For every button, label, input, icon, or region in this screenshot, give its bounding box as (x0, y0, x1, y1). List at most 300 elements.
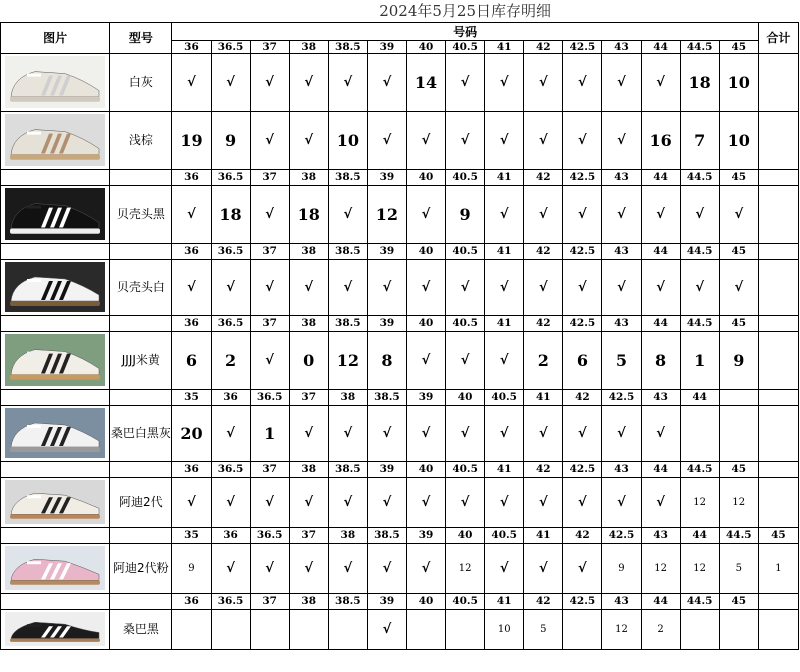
blank-cell (1, 461, 110, 477)
size-header-row (1, 315, 799, 331)
product-model: 阿迪2代 (110, 477, 172, 527)
size-label: 42 (524, 243, 563, 259)
size-header-row (1, 461, 799, 477)
size-label: 42.5 (563, 315, 602, 331)
size-label: 36 (172, 315, 211, 331)
shoe-photo (5, 408, 105, 458)
stock-cell: √ (446, 331, 485, 389)
stock-cell: 2 (641, 609, 680, 649)
stock-cell: √ (172, 259, 211, 315)
size-label: 45 (758, 527, 798, 543)
size-label: 38 (328, 527, 367, 543)
product-row (1, 53, 799, 111)
stock-cell: √ (485, 405, 524, 461)
size-label: 44.5 (680, 315, 719, 331)
stock-cell: √ (406, 405, 445, 461)
stock-cell: 9 (602, 543, 641, 593)
product-photo-cell (1, 609, 110, 649)
product-model: 贝壳头黑 (110, 185, 172, 243)
stock-cell: √ (289, 259, 328, 315)
stock-cell: 12 (680, 477, 719, 527)
size-label: 45 (719, 461, 758, 477)
stock-cell: √ (367, 477, 406, 527)
blank-cell (110, 389, 172, 405)
stock-cell: √ (524, 185, 563, 243)
stock-cell: √ (211, 53, 250, 111)
stock-cell: 19 (172, 111, 211, 169)
stock-cell: √ (367, 543, 406, 593)
size-label: 40 (406, 243, 445, 259)
stock-cell: √ (563, 259, 602, 315)
stock-cell: 12 (367, 185, 406, 243)
stock-cell: √ (289, 477, 328, 527)
shoe-photo (5, 334, 105, 386)
blank-cell (1, 315, 110, 331)
size-label: 40.5 (485, 527, 524, 543)
size-label: 39 (367, 40, 406, 53)
stock-cell (758, 185, 798, 243)
size-header-row (1, 593, 799, 609)
shoe-photo (5, 188, 105, 240)
stock-cell: √ (680, 259, 719, 315)
size-label: 41 (485, 169, 524, 185)
product-photo-cell (1, 543, 110, 593)
sizes-header: 号码 (172, 22, 758, 40)
stock-cell (758, 609, 798, 649)
size-label: 38 (289, 169, 328, 185)
size-label: 36 (211, 527, 250, 543)
stock-cell: √ (367, 609, 406, 649)
size-label: 44.5 (680, 461, 719, 477)
stock-cell: 8 (367, 331, 406, 389)
stock-cell (250, 609, 289, 649)
product-photo-cell (1, 477, 110, 527)
blank-cell (110, 243, 172, 259)
stock-cell: 12 (641, 543, 680, 593)
model-header: 型号 (110, 22, 172, 53)
stock-cell: √ (602, 477, 641, 527)
size-label: 41 (485, 40, 524, 53)
stock-cell: √ (328, 477, 367, 527)
size-label: 37 (289, 389, 328, 405)
stock-cell: √ (485, 111, 524, 169)
stock-cell: √ (641, 477, 680, 527)
size-label: 41 (485, 461, 524, 477)
size-label: 44.5 (680, 243, 719, 259)
size-label: 38 (289, 243, 328, 259)
size-label: 44.5 (680, 40, 719, 53)
size-label: 42.5 (563, 593, 602, 609)
size-label (719, 389, 758, 405)
stock-cell: √ (328, 543, 367, 593)
stock-cell: √ (563, 111, 602, 169)
stock-cell: √ (524, 543, 563, 593)
size-header-row (1, 389, 799, 405)
stock-cell: √ (602, 259, 641, 315)
stock-cell: √ (641, 53, 680, 111)
stock-cell: √ (250, 477, 289, 527)
stock-cell (758, 53, 798, 111)
stock-cell (758, 477, 798, 527)
size-label: 40.5 (446, 169, 485, 185)
shoe-photo (5, 56, 105, 108)
size-label: 41 (524, 389, 563, 405)
blank-cell (110, 169, 172, 185)
size-label: 40.5 (446, 461, 485, 477)
stock-cell (758, 259, 798, 315)
stock-cell: √ (446, 111, 485, 169)
stock-cell: 10 (485, 609, 524, 649)
size-label: 40 (406, 169, 445, 185)
product-photo-cell (1, 331, 110, 389)
stock-cell: √ (680, 185, 719, 243)
stock-cell: √ (446, 405, 485, 461)
stock-cell: 1 (680, 331, 719, 389)
stock-cell: 5 (524, 609, 563, 649)
stock-cell: √ (406, 259, 445, 315)
size-header-row (1, 22, 799, 40)
size-label: 44 (641, 243, 680, 259)
size-label: 38 (328, 389, 367, 405)
stock-cell (289, 609, 328, 649)
size-label: 36 (172, 40, 211, 53)
size-label: 38.5 (367, 389, 406, 405)
stock-cell: √ (641, 185, 680, 243)
size-label: 45 (719, 593, 758, 609)
size-label: 42 (563, 389, 602, 405)
stock-cell (758, 331, 798, 389)
stock-cell: √ (485, 477, 524, 527)
stock-cell: √ (211, 543, 250, 593)
product-model: 桑巴黑 (110, 609, 172, 649)
product-model: 贝壳头白 (110, 259, 172, 315)
blank-cell (110, 461, 172, 477)
stock-cell: 9 (172, 543, 211, 593)
size-header-row (1, 243, 799, 259)
size-label: 42.5 (563, 243, 602, 259)
stock-cell: √ (250, 259, 289, 315)
stock-cell: √ (211, 405, 250, 461)
stock-cell (172, 609, 211, 649)
stock-cell: 2 (524, 331, 563, 389)
stock-cell: √ (250, 53, 289, 111)
size-label: 40 (406, 461, 445, 477)
size-label: 40.5 (446, 40, 485, 53)
stock-cell: √ (172, 477, 211, 527)
product-model: 白灰 (110, 53, 172, 111)
size-label: 36.5 (211, 169, 250, 185)
stock-cell: √ (289, 111, 328, 169)
size-label: 35 (172, 389, 211, 405)
stock-cell: √ (524, 111, 563, 169)
size-label: 45 (719, 40, 758, 53)
stock-cell: √ (289, 53, 328, 111)
stock-cell: 12 (602, 609, 641, 649)
title-row (1, 0, 799, 22)
stock-cell: √ (406, 331, 445, 389)
size-label: 37 (250, 243, 289, 259)
size-label: 39 (406, 527, 445, 543)
stock-cell: √ (563, 405, 602, 461)
size-label: 44 (680, 527, 719, 543)
size-label: 42.5 (563, 169, 602, 185)
size-label: 36.5 (211, 243, 250, 259)
stock-cell: 2 (211, 331, 250, 389)
size-label: 42 (524, 593, 563, 609)
size-label: 42 (524, 315, 563, 331)
size-label: 42 (524, 461, 563, 477)
size-label: 36.5 (211, 461, 250, 477)
size-label: 36 (172, 593, 211, 609)
stock-cell: √ (563, 185, 602, 243)
size-label: 36.5 (250, 527, 289, 543)
stock-cell: √ (485, 185, 524, 243)
blank-corner (1, 0, 172, 22)
stock-cell: √ (485, 53, 524, 111)
stock-cell: √ (367, 111, 406, 169)
stock-cell (758, 111, 798, 169)
product-row (1, 259, 799, 315)
size-label: 43 (641, 389, 680, 405)
size-label: 40 (446, 389, 485, 405)
size-label: 36 (172, 169, 211, 185)
stock-cell: √ (524, 53, 563, 111)
size-label: 42.5 (563, 40, 602, 53)
stock-cell: √ (289, 405, 328, 461)
size-label: 43 (602, 40, 641, 53)
shoe-photo (5, 480, 105, 524)
product-photo-cell (1, 111, 110, 169)
product-model: JJJJ米黄 (110, 331, 172, 389)
stock-cell: √ (641, 405, 680, 461)
stock-cell: 18 (289, 185, 328, 243)
size-label: 45 (719, 243, 758, 259)
stock-cell: √ (328, 53, 367, 111)
size-label: 40 (406, 40, 445, 53)
product-model: 桑巴白黑灰 (110, 405, 172, 461)
size-label: 44 (641, 169, 680, 185)
size-label: 38.5 (328, 243, 367, 259)
size-label: 43 (602, 315, 641, 331)
blank-cell (1, 389, 110, 405)
size-label: 39 (367, 315, 406, 331)
stock-cell: √ (446, 53, 485, 111)
size-label: 37 (289, 527, 328, 543)
size-label: 38.5 (328, 461, 367, 477)
stock-cell: 10 (719, 111, 758, 169)
stock-cell: √ (406, 185, 445, 243)
stock-cell: √ (641, 259, 680, 315)
size-label: 44.5 (680, 169, 719, 185)
blank-cell (110, 315, 172, 331)
stock-cell: √ (406, 543, 445, 593)
size-label: 40 (446, 527, 485, 543)
size-label: 41 (485, 243, 524, 259)
stock-cell: 10 (719, 53, 758, 111)
stock-cell: 12 (719, 477, 758, 527)
stock-cell: √ (524, 405, 563, 461)
stock-cell: 12 (680, 543, 719, 593)
size-label: 41 (485, 315, 524, 331)
size-label: 43 (602, 169, 641, 185)
stock-cell: √ (719, 259, 758, 315)
stock-cell: 16 (641, 111, 680, 169)
stock-cell: √ (563, 53, 602, 111)
size-label: 39 (367, 461, 406, 477)
size-label: 38 (289, 593, 328, 609)
stock-cell: √ (485, 543, 524, 593)
stock-cell: 9 (446, 185, 485, 243)
stock-cell: 9 (211, 111, 250, 169)
size-label: 44.5 (719, 527, 758, 543)
stock-cell: 7 (680, 111, 719, 169)
size-label: 42.5 (602, 527, 641, 543)
size-label: 35 (172, 527, 211, 543)
size-label (758, 389, 798, 405)
stock-cell (680, 405, 719, 461)
size-label: 42 (524, 169, 563, 185)
stock-cell: √ (367, 405, 406, 461)
stock-cell: 9 (719, 331, 758, 389)
size-header-row (1, 169, 799, 185)
size-label: 43 (641, 527, 680, 543)
stock-cell: √ (563, 543, 602, 593)
stock-cell (563, 609, 602, 649)
picture-header: 图片 (1, 22, 110, 53)
blank-cell (1, 169, 110, 185)
blank-cell (1, 527, 110, 543)
stock-cell: √ (367, 259, 406, 315)
size-label: 40.5 (446, 593, 485, 609)
size-label: 38.5 (367, 527, 406, 543)
stock-cell: √ (289, 543, 328, 593)
stock-cell: 18 (211, 185, 250, 243)
stock-cell: √ (602, 185, 641, 243)
size-label: 38 (289, 315, 328, 331)
product-row (1, 477, 799, 527)
stock-cell: 14 (406, 53, 445, 111)
size-label: 43 (602, 593, 641, 609)
blank-cell (110, 527, 172, 543)
size-label: 38.5 (328, 40, 367, 53)
size-label: 43 (602, 461, 641, 477)
size-label (758, 593, 798, 609)
size-label: 40.5 (446, 315, 485, 331)
stock-cell: √ (211, 259, 250, 315)
size-label: 45 (719, 315, 758, 331)
size-label: 40.5 (485, 389, 524, 405)
size-label: 44.5 (680, 593, 719, 609)
stock-cell: 18 (680, 53, 719, 111)
size-label: 44 (641, 461, 680, 477)
size-header-row (1, 527, 799, 543)
stock-cell (406, 609, 445, 649)
size-label: 40 (406, 593, 445, 609)
size-label: 37 (250, 169, 289, 185)
size-label: 39 (406, 389, 445, 405)
stock-cell (719, 405, 758, 461)
stock-cell: 0 (289, 331, 328, 389)
stock-cell: √ (602, 53, 641, 111)
size-label: 42 (563, 527, 602, 543)
stock-cell: √ (328, 405, 367, 461)
shoe-photo (5, 612, 105, 646)
product-row (1, 331, 799, 389)
product-photo-cell (1, 185, 110, 243)
size-label: 45 (719, 169, 758, 185)
stock-cell: √ (406, 111, 445, 169)
blank-cell (1, 593, 110, 609)
size-label: 40.5 (446, 243, 485, 259)
stock-cell: √ (446, 477, 485, 527)
stock-cell (680, 609, 719, 649)
stock-cell: √ (446, 259, 485, 315)
size-label: 42 (524, 40, 563, 53)
stock-cell: 1 (250, 405, 289, 461)
stock-cell: √ (602, 111, 641, 169)
stock-cell: 5 (602, 331, 641, 389)
shoe-photo (5, 114, 105, 166)
size-label (758, 243, 798, 259)
size-label: 44 (641, 593, 680, 609)
stock-cell (446, 609, 485, 649)
size-label: 37 (250, 461, 289, 477)
size-label: 39 (367, 593, 406, 609)
size-label (758, 169, 798, 185)
stock-cell: √ (250, 331, 289, 389)
size-label: 41 (524, 527, 563, 543)
stock-cell: √ (328, 185, 367, 243)
stock-cell: 1 (758, 543, 798, 593)
stock-cell: 8 (641, 331, 680, 389)
product-photo-cell (1, 405, 110, 461)
stock-cell: 10 (328, 111, 367, 169)
product-model: 浅棕 (110, 111, 172, 169)
shoe-photo (5, 546, 105, 590)
size-label (758, 315, 798, 331)
product-photo-cell (1, 53, 110, 111)
stock-cell: √ (524, 477, 563, 527)
size-label: 36.5 (211, 315, 250, 331)
stock-cell (211, 609, 250, 649)
stock-cell: 6 (563, 331, 602, 389)
size-label: 36 (172, 243, 211, 259)
stock-cell: 5 (719, 543, 758, 593)
stock-cell: √ (485, 259, 524, 315)
product-row (1, 185, 799, 243)
size-label: 37 (250, 593, 289, 609)
size-label: 44 (641, 40, 680, 53)
stock-cell (719, 609, 758, 649)
size-label: 38 (289, 461, 328, 477)
stock-cell: √ (250, 111, 289, 169)
size-label (758, 461, 798, 477)
stock-cell: √ (719, 185, 758, 243)
stock-cell: 20 (172, 405, 211, 461)
size-label: 36 (211, 389, 250, 405)
size-label: 37 (250, 40, 289, 53)
size-label: 38.5 (328, 593, 367, 609)
product-row (1, 405, 799, 461)
size-label: 38 (289, 40, 328, 53)
stock-cell: √ (602, 405, 641, 461)
stock-cell (328, 609, 367, 649)
sheet-title: 2024年5月25日库存明细 (172, 0, 758, 22)
blank-corner (758, 0, 798, 22)
size-label: 40 (406, 315, 445, 331)
size-label: 41 (485, 593, 524, 609)
stock-cell: 12 (328, 331, 367, 389)
